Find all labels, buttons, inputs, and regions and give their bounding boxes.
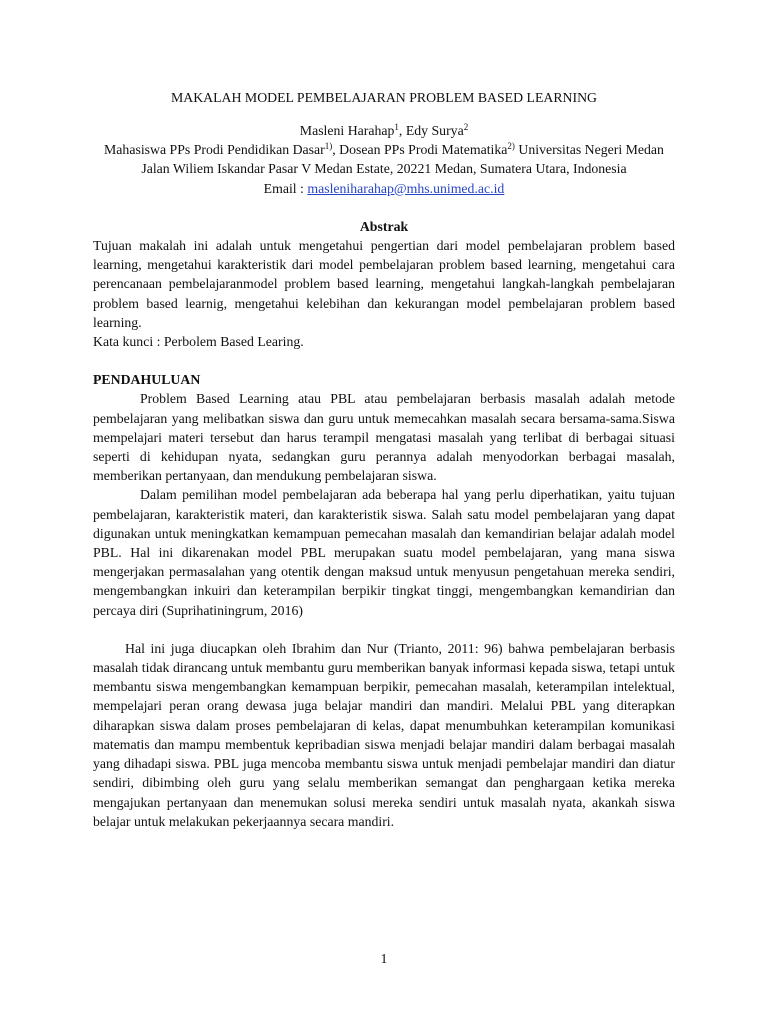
email-link[interactable]: masleniharahap@mhs.unimed.ac.id xyxy=(307,180,505,196)
keywords: Kata kunci : Perbolem Based Learing. xyxy=(93,334,304,350)
author-name-2: Edy Surya xyxy=(405,123,464,138)
email-line xyxy=(93,179,675,198)
abstract-heading: Abstrak xyxy=(359,218,409,234)
abstract-text: Tujuan makalah ini adalah untuk mengetahui pengertian dari model pembelajaran problem based learning, mengetahui karakteristik dari model pembelajaran problem based learning, mengetahui cara perencanaan pembelajaranmodel problem based learning, mengetahui langkah-langkah pembelajaran problem based learnig, mengetahui kelebihan dan kekurangan model pembelajaran problem based learning. xyxy=(93,238,675,330)
affiliation xyxy=(93,140,675,178)
paragraph-gap xyxy=(93,620,675,639)
author-sup-2: 2 xyxy=(463,122,469,132)
affiliation-sup-2: 2) xyxy=(507,141,515,152)
email-label: Email : xyxy=(263,180,308,196)
intro-paragraph-2: Dalam pemilihan model pembelajaran ada beberapa hal yang perlu diperhatikan, yaitu tujuan pembelajaran, karakteristik materi, dan karakteristik siswa. Salah satu model pembelajaran yang dapat digunakan untuk meningkatkan kemampuan pemecahan masalah dan kemandirian belajar adalah model PBL. Hal ini dikarenakan model PBL merupakan suatu model pembelajaran, yang mana siswa mengerjakan permasalahan yang otentik dengan maksud untuk menyusun pengetahuan mereka sendiri, mengembangkan inkuiri dan keterampilan berpikir tingkat tinggi, mengembangkan kemandirian dan percaya diri (Suprihatiningrum, 2016) xyxy=(93,487,675,618)
author-line xyxy=(93,121,675,140)
affiliation-part-1: Mahasiswa PPs Prodi Pendidikan Dasar xyxy=(104,142,325,158)
intro-paragraph-3: Hal ini juga diucapkan oleh Ibrahim dan Nur (Trianto, 2011: 96) bahwa pembelajaran berbasis masalah tidak dirancang untuk membantu guru memberikan banyak informasi kepada siswa, tetapi untuk membantu siswa mengembangkan kemampuan berpikir, pemecahan masalah, keterampilan intelektual, mempelajari peran orang dewasa juga belajar mandiri dan mandiri. Melalui PBL yang diterapkan diharapkan siswa dalam proses pembelajaran di kelas, dapat menumbuhkan keterampilan komunikasi matematis dan mampu membentuk kepribadian siswa menjadi belajar mandiri dalam berbagai masalah yang dihadapi siswa. PBL juga mencoba membantu siswa untuk menjadi pembelajar mandiri dan diatur sendiri, dibimbing oleh guru yang selalu memberikan semangat dan penghargaan ketika mereka mengajukan pertanyaan dan menemukan solusi mereka sendiri untuk masalah nyata, akankah siswa belajar untuk melakukan pekerjaannya secara mandiri. xyxy=(93,640,675,829)
section-heading-pendahuluan: PENDAHULUAN xyxy=(93,372,201,388)
page-number: 1 xyxy=(380,951,388,966)
affiliation-sup-1: 1) xyxy=(324,141,333,152)
paper-page xyxy=(93,88,675,831)
affiliation-part-3: Universitas Negeri Medan Jalan Wiliem Iskandar Pasar V Medan Estate, 20221 Medan, Sumatera Utara, Indonesia xyxy=(141,142,664,177)
author-separator: , xyxy=(398,123,406,138)
affiliation-part-2: , Dosean PPs Prodi Matematika xyxy=(332,142,508,158)
paper-title: MAKALAH MODEL PEMBELAJARAN PROBLEM BASED LEARNING xyxy=(170,90,598,105)
intro-paragraph-1: Problem Based Learning atau PBL atau pembelajaran berbasis masalah adalah metode pembelajaran yang melibatkan siswa dan guru untuk memecahkan masalah secara bersama-sama.Siswa mempelajari materi tersebut dan harus terampil mengatasi masalah yang terlibat di berbagai situasi seperti di kehidupan nyata, sedangkan guru perannya adalah menyodorkan berbagai masalah, memberikan pertanyaan, dan mendukung pembelajaran siswa. xyxy=(93,391,675,484)
author-sup-1: 1 xyxy=(394,122,399,132)
author-name-1: Masleni Harahap xyxy=(299,123,395,138)
